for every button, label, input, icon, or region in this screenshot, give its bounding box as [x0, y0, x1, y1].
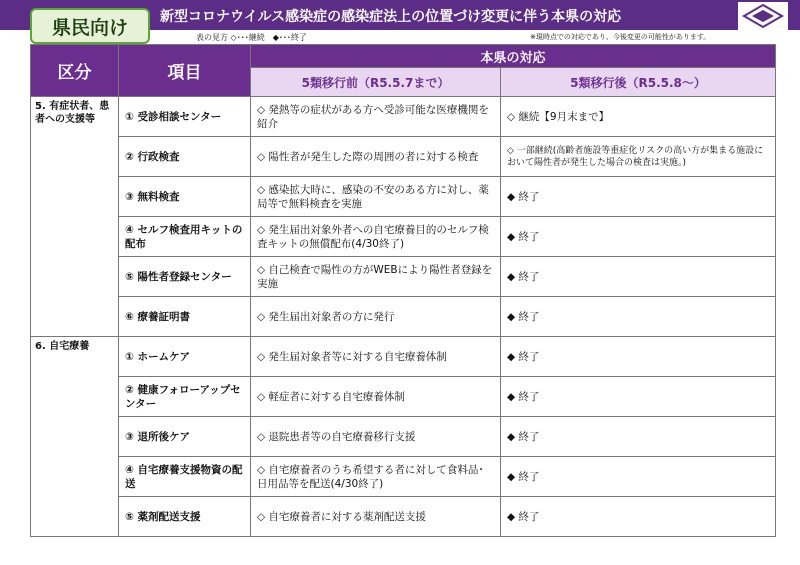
- before-cell: ◇ 発生届出対象外者への自宅療養目的のセルフ検査キットの無償配布(4/30終了): [251, 217, 501, 257]
- disclaimer-note: ※現時点での対応であり、今後変更の可能性があります。: [530, 33, 711, 41]
- after-cell: ◆ 終了: [501, 457, 776, 497]
- after-cell: ◆ 終了: [501, 337, 776, 377]
- prefecture-logo-icon: [738, 2, 788, 30]
- item-cell: ④ 自宅療養支援物資の配送: [119, 457, 251, 497]
- before-cell: ◇ 軽症者に対する自宅療養体制: [251, 377, 501, 417]
- table-row: [31, 417, 776, 457]
- item-cell: ① 受診相談センター: [119, 97, 251, 137]
- table-row: [31, 217, 776, 257]
- header-before: 5類移行前（R5.5.7まで）: [251, 68, 501, 97]
- table-row: [31, 177, 776, 217]
- item-cell: ② 行政検査: [119, 137, 251, 177]
- table-row: [31, 337, 776, 377]
- before-cell: ◇ 自宅療養者に対する薬剤配送支援: [251, 497, 501, 537]
- before-cell: ◇ 陽性者が発生した際の周囲の者に対する検査: [251, 137, 501, 177]
- table-row: [31, 377, 776, 417]
- item-cell: ⑤ 薬剤配送支援: [119, 497, 251, 537]
- table-row: [31, 257, 776, 297]
- table-row: [31, 137, 776, 177]
- header-category: 区分: [31, 45, 119, 97]
- before-cell: ◇ 感染拡大時に、感染の不安のある方に対し、薬局等で無料検査を実施: [251, 177, 501, 217]
- legend-text: 表の見方 ◇･･･継続 ◆･･･終了: [196, 33, 307, 42]
- item-cell: ⑥ 療養証明書: [119, 297, 251, 337]
- before-cell: ◇ 発生届対象者等に対する自宅療養体制: [251, 337, 501, 377]
- response-table: [30, 44, 776, 537]
- category-cell: 5. 有症状者、患者への支援等: [31, 97, 119, 337]
- before-cell: ◇ 発熱等の症状がある方へ受診可能な医療機関を紹介: [251, 97, 501, 137]
- item-cell: ④ セルフ検査用キットの配布: [119, 217, 251, 257]
- item-cell: ① ホームケア: [119, 337, 251, 377]
- item-cell: ③ 退所後ケア: [119, 417, 251, 457]
- after-cell: ◆ 終了: [501, 417, 776, 457]
- after-cell: ◆ 終了: [501, 257, 776, 297]
- after-cell: ◆ 終了: [501, 297, 776, 337]
- before-cell: ◇ 自宅療養者のうち希望する者に対して食料品･日用品等を配送(4/30終了): [251, 457, 501, 497]
- after-cell: ◆ 終了: [501, 177, 776, 217]
- table-row: [31, 97, 776, 137]
- page-title: 新型コロナウイルス感染症の感染症法上の位置づけ変更に伴う本県の対応: [160, 9, 622, 25]
- after-cell: ◆ 終了: [501, 497, 776, 537]
- after-cell: ◇ 一部継続(高齢者施設等重症化リスクの高い方が集まる施設において陽性者が発生した場合の検査は実施。): [501, 137, 776, 177]
- before-cell: ◇ 自己検査で陽性の方がWEBにより陽性者登録を実施: [251, 257, 501, 297]
- table-row: [31, 457, 776, 497]
- table-row: [31, 297, 776, 337]
- header-prefecture-response: 本県の対応: [251, 45, 776, 68]
- table-row: [31, 497, 776, 537]
- item-cell: ② 健康フォローアップセンター: [119, 377, 251, 417]
- item-cell: ③ 無料検査: [119, 177, 251, 217]
- item-cell: ⑤ 陽性者登録センター: [119, 257, 251, 297]
- after-cell: ◇ 継続【9月末まで】: [501, 97, 776, 137]
- after-cell: ◆ 終了: [501, 217, 776, 257]
- audience-badge: 県民向け: [30, 8, 150, 44]
- header-item: 項目: [119, 45, 251, 97]
- before-cell: ◇ 退院患者等の自宅療養移行支援: [251, 417, 501, 457]
- header-after: 5類移行後（R5.5.8～）: [501, 68, 776, 97]
- after-cell: ◆ 終了: [501, 377, 776, 417]
- category-cell: 6. 自宅療養: [31, 337, 119, 537]
- before-cell: ◇ 発生届出対象者の方に発行: [251, 297, 501, 337]
